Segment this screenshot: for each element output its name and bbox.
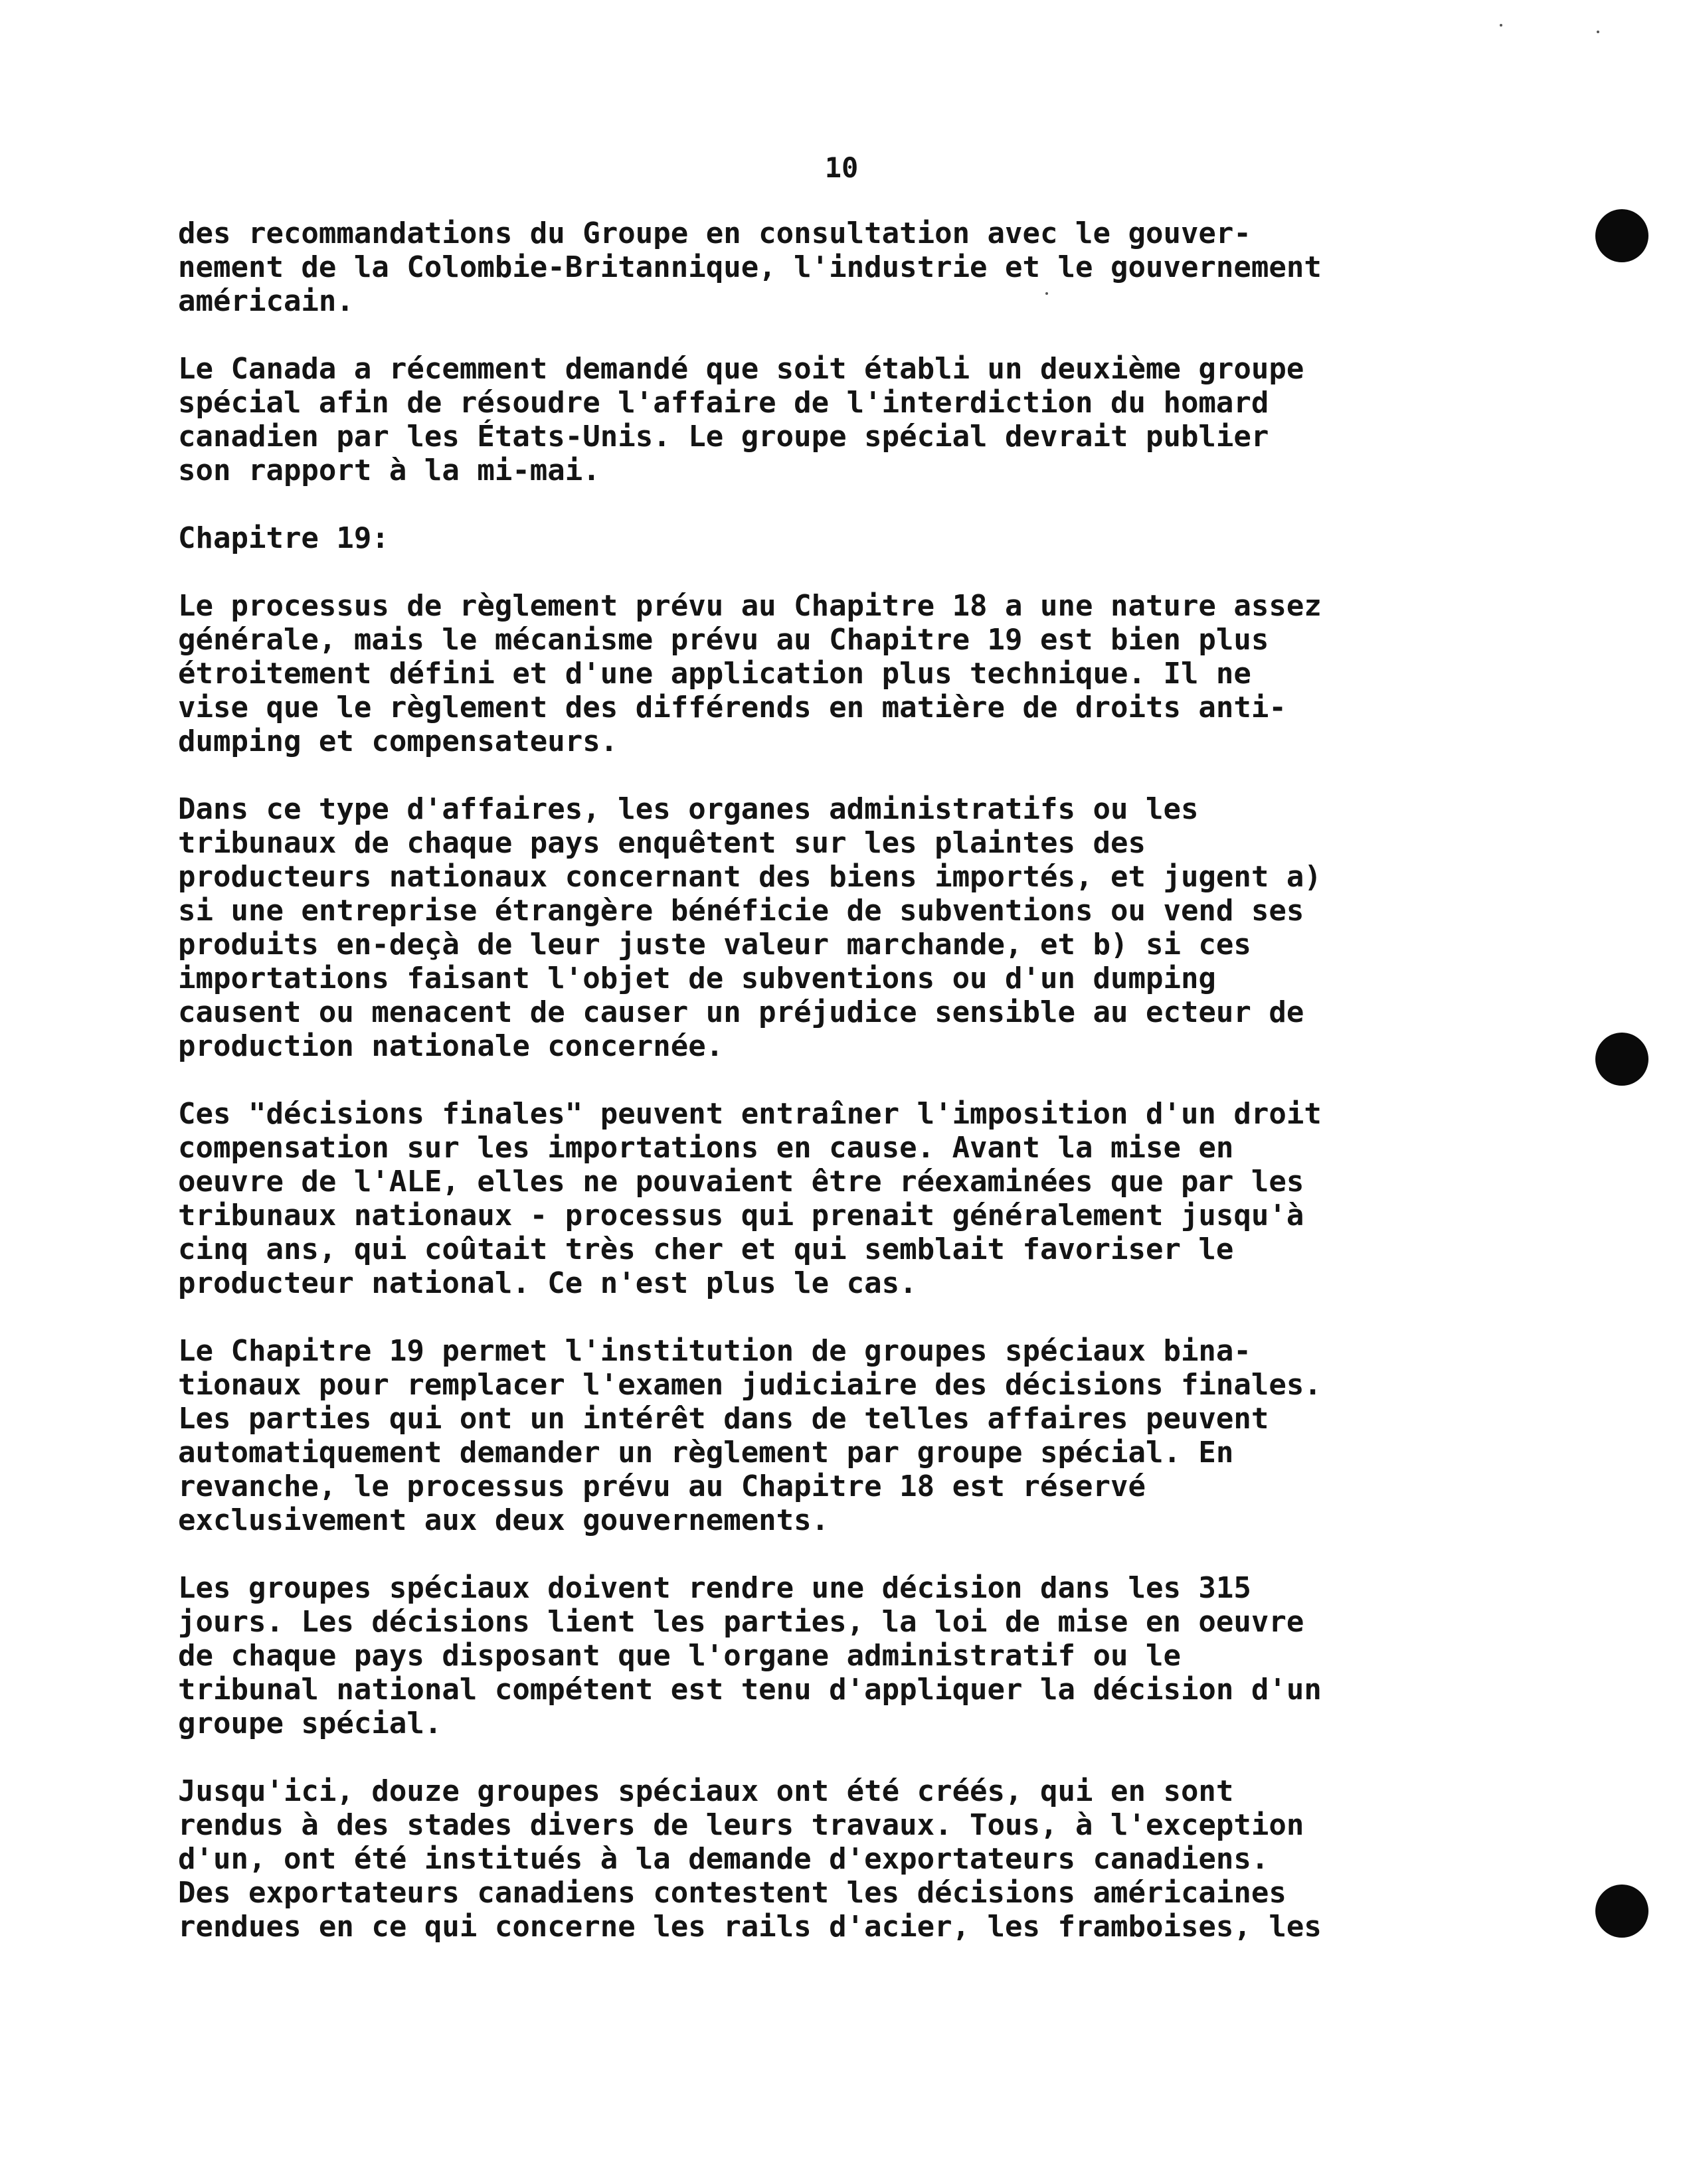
paragraph [178, 216, 1506, 318]
paragraph [178, 1097, 1506, 1300]
text-line: Les groupes spéciaux doivent rendre une décision dans les 315 [178, 1571, 1251, 1605]
text-line: Ces "décisions finales" peuvent entraîner l'imposition d'un droit [178, 1097, 1322, 1131]
text-line: d'un, ont été institués à la demande d'exportateurs canadiens. [178, 1842, 1269, 1876]
paragraph [178, 352, 1506, 487]
text-line: automatiquement demander un règlement par groupe spécial. En [178, 1436, 1234, 1470]
paragraph [178, 1774, 1506, 1944]
text-line: tionaux pour remplacer l'examen judiciaire des décisions finales. [178, 1368, 1322, 1402]
text-line: tribunal national compétent est tenu d'appliquer la décision d'un [178, 1673, 1322, 1707]
text-line: cinq ans, qui coûtait très cher et qui semblait favoriser le [178, 1232, 1234, 1266]
paragraph [178, 1571, 1506, 1740]
text-line: importations faisant l'objet de subventions ou d'un dumping [178, 962, 1216, 995]
text-line: Les parties qui ont un intérêt dans de telles affaires peuvent [178, 1402, 1269, 1436]
text-line: Le Chapitre 19 permet l'institution de groupes spéciaux bina- [178, 1334, 1251, 1368]
punch-hole-middle [1595, 1033, 1648, 1086]
text-line: générale, mais le mécanisme prévu au Chapitre 19 est bien plus [178, 623, 1269, 657]
text-line: Jusqu'ici, douze groupes spéciaux ont été créés, qui en sont [178, 1774, 1234, 1808]
document-body [178, 216, 1506, 1977]
text-line: revanche, le processus prévu au Chapitre 18 est réservé [178, 1470, 1146, 1503]
text-line: groupe spécial. [178, 1707, 442, 1740]
punch-hole-bottom [1595, 1885, 1648, 1938]
text-line: si une entreprise étrangère bénéficie de subventions ou vend ses [178, 894, 1304, 928]
text-line: spécial afin de résoudre l'affaire de l'interdiction du homard [178, 386, 1269, 420]
punch-hole-top [1595, 209, 1648, 262]
text-line: Des exportateurs canadiens contestent les décisions américaines [178, 1876, 1286, 1910]
text-line: jours. Les décisions lient les parties, la loi de mise en oeuvre [178, 1605, 1304, 1639]
text-line: production nationale concernée. [178, 1029, 724, 1063]
text-line: des recommandations du Groupe en consultation avec le gouver- [178, 216, 1251, 250]
text-line: canadien par les États-Unis. Le groupe spécial devrait publier [178, 420, 1269, 454]
text-line: tribunaux de chaque pays enquêtent sur les plaintes des [178, 826, 1146, 860]
text-line: producteur national. Ce n'est plus le cas. [178, 1266, 917, 1300]
text-line: Dans ce type d'affaires, les organes administratifs ou les [178, 792, 1199, 826]
text-line: Le processus de règlement prévu au Chapitre 18 a une nature assez [178, 589, 1322, 623]
text-line: exclusivement aux deux gouvernements. [178, 1503, 830, 1537]
scan-speck [1045, 292, 1048, 295]
text-line: vise que le règlement des différends en matière de droits anti- [178, 691, 1286, 724]
text-line: étroitement défini et d'une application plus technique. Il ne [178, 657, 1251, 691]
text-line: produits en-deçà de leur juste valeur marchande, et b) si ces [178, 928, 1251, 962]
scan-speck [1500, 24, 1502, 27]
paragraph [178, 589, 1506, 758]
paragraph [178, 792, 1506, 1063]
scan-speck [1597, 31, 1599, 33]
text-line: Chapitre 19: [178, 521, 389, 555]
text-line: dumping et compensateurs. [178, 724, 618, 758]
text-line: producteurs nationaux concernant des biens importés, et jugent a) [178, 860, 1322, 894]
paragraph [178, 521, 1506, 555]
text-line: tribunaux nationaux - processus qui prenait généralement jusqu'à [178, 1199, 1304, 1232]
text-line: oeuvre de l'ALE, elles ne pouvaient être réexaminées que par les [178, 1165, 1304, 1199]
paragraph [178, 1334, 1506, 1537]
text-line: américain. [178, 284, 354, 318]
page-number: 10 [824, 151, 859, 184]
text-line: Le Canada a récemment demandé que soit établi un deuxième groupe [178, 352, 1304, 386]
text-line: rendus à des stades divers de leurs travaux. Tous, à l'exception [178, 1808, 1304, 1842]
text-line: rendues en ce qui concerne les rails d'acier, les framboises, les [178, 1910, 1322, 1944]
text-line: causent ou menacent de causer un préjudice sensible au ecteur de [178, 995, 1304, 1029]
text-line: de chaque pays disposant que l'organe administratif ou le [178, 1639, 1181, 1673]
text-line: son rapport à la mi-mai. [178, 454, 600, 487]
text-line: nement de la Colombie-Britannique, l'industrie et le gouvernement [178, 250, 1322, 284]
text-line: compensation sur les importations en cause. Avant la mise en [178, 1131, 1234, 1165]
